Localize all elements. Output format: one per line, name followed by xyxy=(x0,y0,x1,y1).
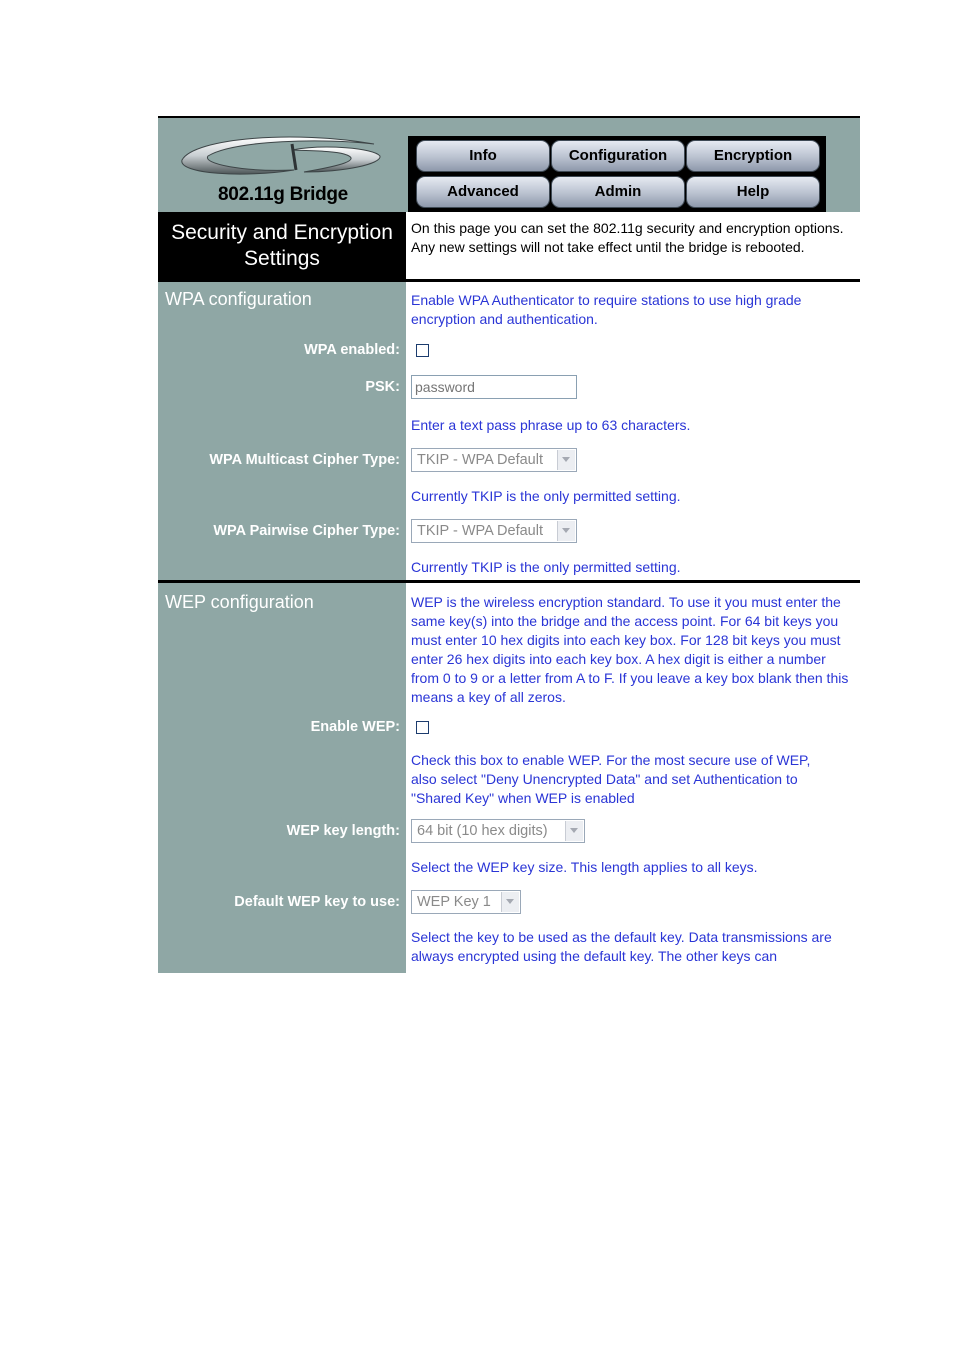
chevron-down-icon xyxy=(565,821,583,841)
nav-strip xyxy=(826,136,860,212)
wpa-section-title: WPA configuration xyxy=(165,289,312,309)
wep-label-column xyxy=(158,583,406,973)
page-description: On this page you can set the 802.11g security and encryption options. Any new settings will not take effect until the bridge is rebooted. xyxy=(411,220,844,255)
settings-page xyxy=(158,116,860,973)
page-title xyxy=(158,212,406,279)
brand-name: 802.11g Bridge xyxy=(218,184,348,205)
page-title-line1: Security and Encryption xyxy=(171,220,393,244)
nav-encryption-button[interactable]: Encryption xyxy=(686,140,820,172)
wpa-multicast-label: WPA Multicast Cipher Type: xyxy=(209,452,400,468)
nav-admin-button[interactable]: Admin xyxy=(551,176,685,208)
default-wep-key-value: WEP Key 1 xyxy=(417,894,491,910)
enable-wep-help: Check this box to enable WEP. For the most secure use of WEP, also select "Deny Unencrypted Data" and set Authentication to "Shared Key" when WEP is enabled xyxy=(411,752,811,806)
wep-key-length-help: Select the WEP key size. This length applies to all keys. xyxy=(411,859,758,875)
wpa-enabled-label: WPA enabled: xyxy=(304,342,400,358)
wep-section xyxy=(158,583,860,973)
chevron-down-icon xyxy=(557,450,575,470)
default-wep-key-select[interactable] xyxy=(411,890,521,914)
wpa-multicast-select[interactable] xyxy=(411,448,577,472)
wep-section-title: WEP configuration xyxy=(165,592,314,612)
swoosh-logo-icon xyxy=(174,130,388,180)
psk-label: PSK: xyxy=(365,379,400,395)
nav-help-button[interactable]: Help xyxy=(686,176,820,208)
page-header xyxy=(158,116,860,212)
enable-wep-checkbox[interactable] xyxy=(416,721,429,734)
wpa-pairwise-help: Currently TKIP is the only permitted setting. xyxy=(411,559,681,575)
wpa-multicast-help: Currently TKIP is the only permitted setting. xyxy=(411,488,681,504)
wpa-pairwise-select[interactable] xyxy=(411,519,577,543)
nav-advanced-button[interactable]: Advanced xyxy=(416,176,550,208)
chevron-down-icon xyxy=(501,892,519,912)
default-wep-key-help: Select the key to be used as the default key. Data transmissions are always encrypted using the default key. The other keys can xyxy=(411,929,832,964)
wpa-section xyxy=(158,282,860,583)
enable-wep-label: Enable WEP: xyxy=(310,719,400,735)
psk-input[interactable] xyxy=(411,375,577,399)
psk-help: Enter a text pass phrase up to 63 characters. xyxy=(411,417,691,433)
wpa-multicast-value: TKIP - WPA Default xyxy=(417,452,543,468)
wep-intro: WEP is the wireless encryption standard. To use it you must enter the same key(s) into the bridge and the access point. For 64 bit keys you must enter 10 hex digits into each key box. For 128 bit keys you must enter 26 hex digits into each key box. A hex digit is either a number from 0 to 9 or a letter from A to F. If you leave a key box blank then this means a key of all zeros. xyxy=(411,594,849,705)
chevron-down-icon xyxy=(557,521,575,541)
wpa-pairwise-value: TKIP - WPA Default xyxy=(417,523,543,539)
title-row xyxy=(158,212,860,282)
page-title-line2: Settings xyxy=(244,246,320,270)
nav-menu xyxy=(408,136,826,212)
wep-key-length-value: 64 bit (10 hex digits) xyxy=(417,823,548,839)
logo-area xyxy=(160,120,406,212)
wep-key-length-select[interactable] xyxy=(411,819,585,843)
wpa-enabled-checkbox[interactable] xyxy=(416,344,429,357)
wpa-intro: Enable WPA Authenticator to require stations to use high grade encryption and authentication. xyxy=(411,292,802,327)
wpa-pairwise-label: WPA Pairwise Cipher Type: xyxy=(213,523,400,539)
wep-key-length-label: WEP key length: xyxy=(286,823,400,839)
nav-info-button[interactable]: Info xyxy=(416,140,550,172)
nav-configuration-button[interactable]: Configuration xyxy=(551,140,685,172)
default-wep-key-label: Default WEP key to use: xyxy=(234,894,400,910)
